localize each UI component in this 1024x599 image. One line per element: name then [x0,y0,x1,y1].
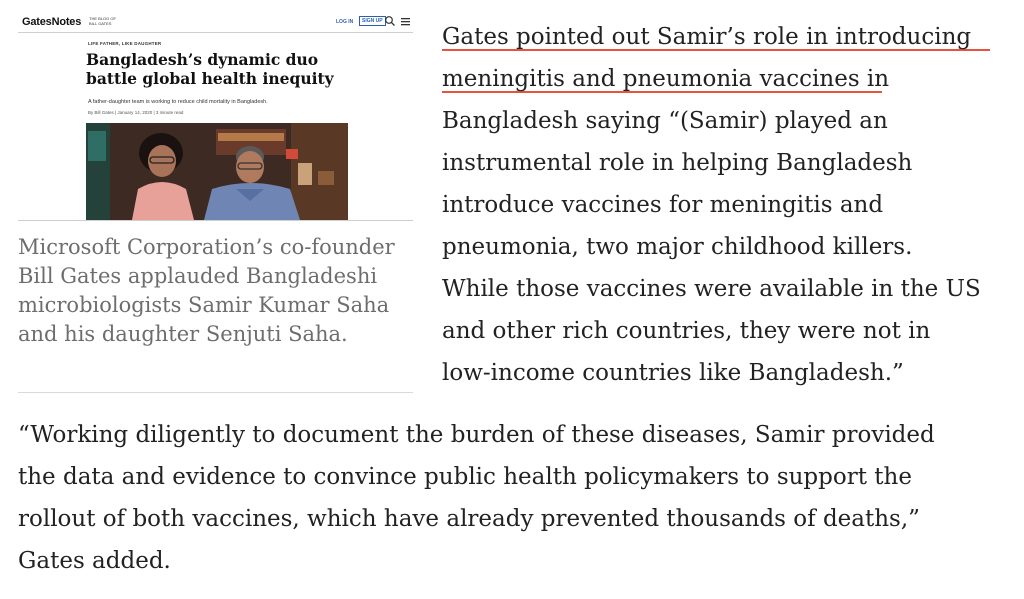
text-line: introduce vaccines for meningitis and [442,192,884,218]
text-line: “Working diligently to document the burden of these diseases, Samir provided [18,422,935,448]
article-screenshot [18,12,413,220]
text-line: While those vaccines were available in the US [442,276,981,302]
site-header [18,12,413,33]
article-headline [86,50,386,88]
headline-line: Bangladesh’s dynamic duo [86,50,319,69]
article-byline: By Bill Gates | January 14, 2020 | 3 minute read [88,110,184,115]
headline-line: battle global health inequity [86,69,334,88]
text-line: pneumonia, two major childhood killers. [442,234,913,260]
site-tagline: THE BLOG OF BILL GATES [89,16,116,26]
hamburger-menu-icon [400,16,411,27]
text-line: meningitis and pneumonia vaccines in [442,66,890,92]
text-line: Bangladesh saying “(Samir) played an [442,108,888,134]
text-line: Gates added. [18,548,171,574]
divider [18,220,413,221]
text-line: and other rich countries, they were not in [442,318,931,344]
site-logo: GatesNotes [22,16,82,28]
photo-caption: Microsoft Corporation’s co-founder Bill Gates applauded Bangladeshi microbiologists Samir Kumar Saha and his daughter Senjuti Saha. [18,235,395,346]
signup-button: SIGN UP [359,16,386,26]
article-photo [86,123,348,220]
divider [18,392,413,393]
text-line: Gates pointed out Samir’s role in introducing [442,24,972,50]
text-line: low-income countries like Bangladesh.” [442,360,904,386]
article-kicker: LIFE FATHER, LIKE DAUGHTER [88,41,162,46]
article-deck: A father-daughter team is working to reduce child mortality in Bangladesh. [88,99,268,105]
text-line: rollout of both vaccines, which have already prevented thousands of deaths,” [18,506,920,532]
search-icon [384,15,396,27]
text-line: the data and evidence to convince public health policymakers to support the [18,464,912,490]
text-line: instrumental role in helping Bangladesh [442,150,913,176]
login-link: LOG IN [336,19,354,25]
quote-paragraph-2 [18,414,1008,582]
quote-paragraph-1 [442,16,1012,394]
